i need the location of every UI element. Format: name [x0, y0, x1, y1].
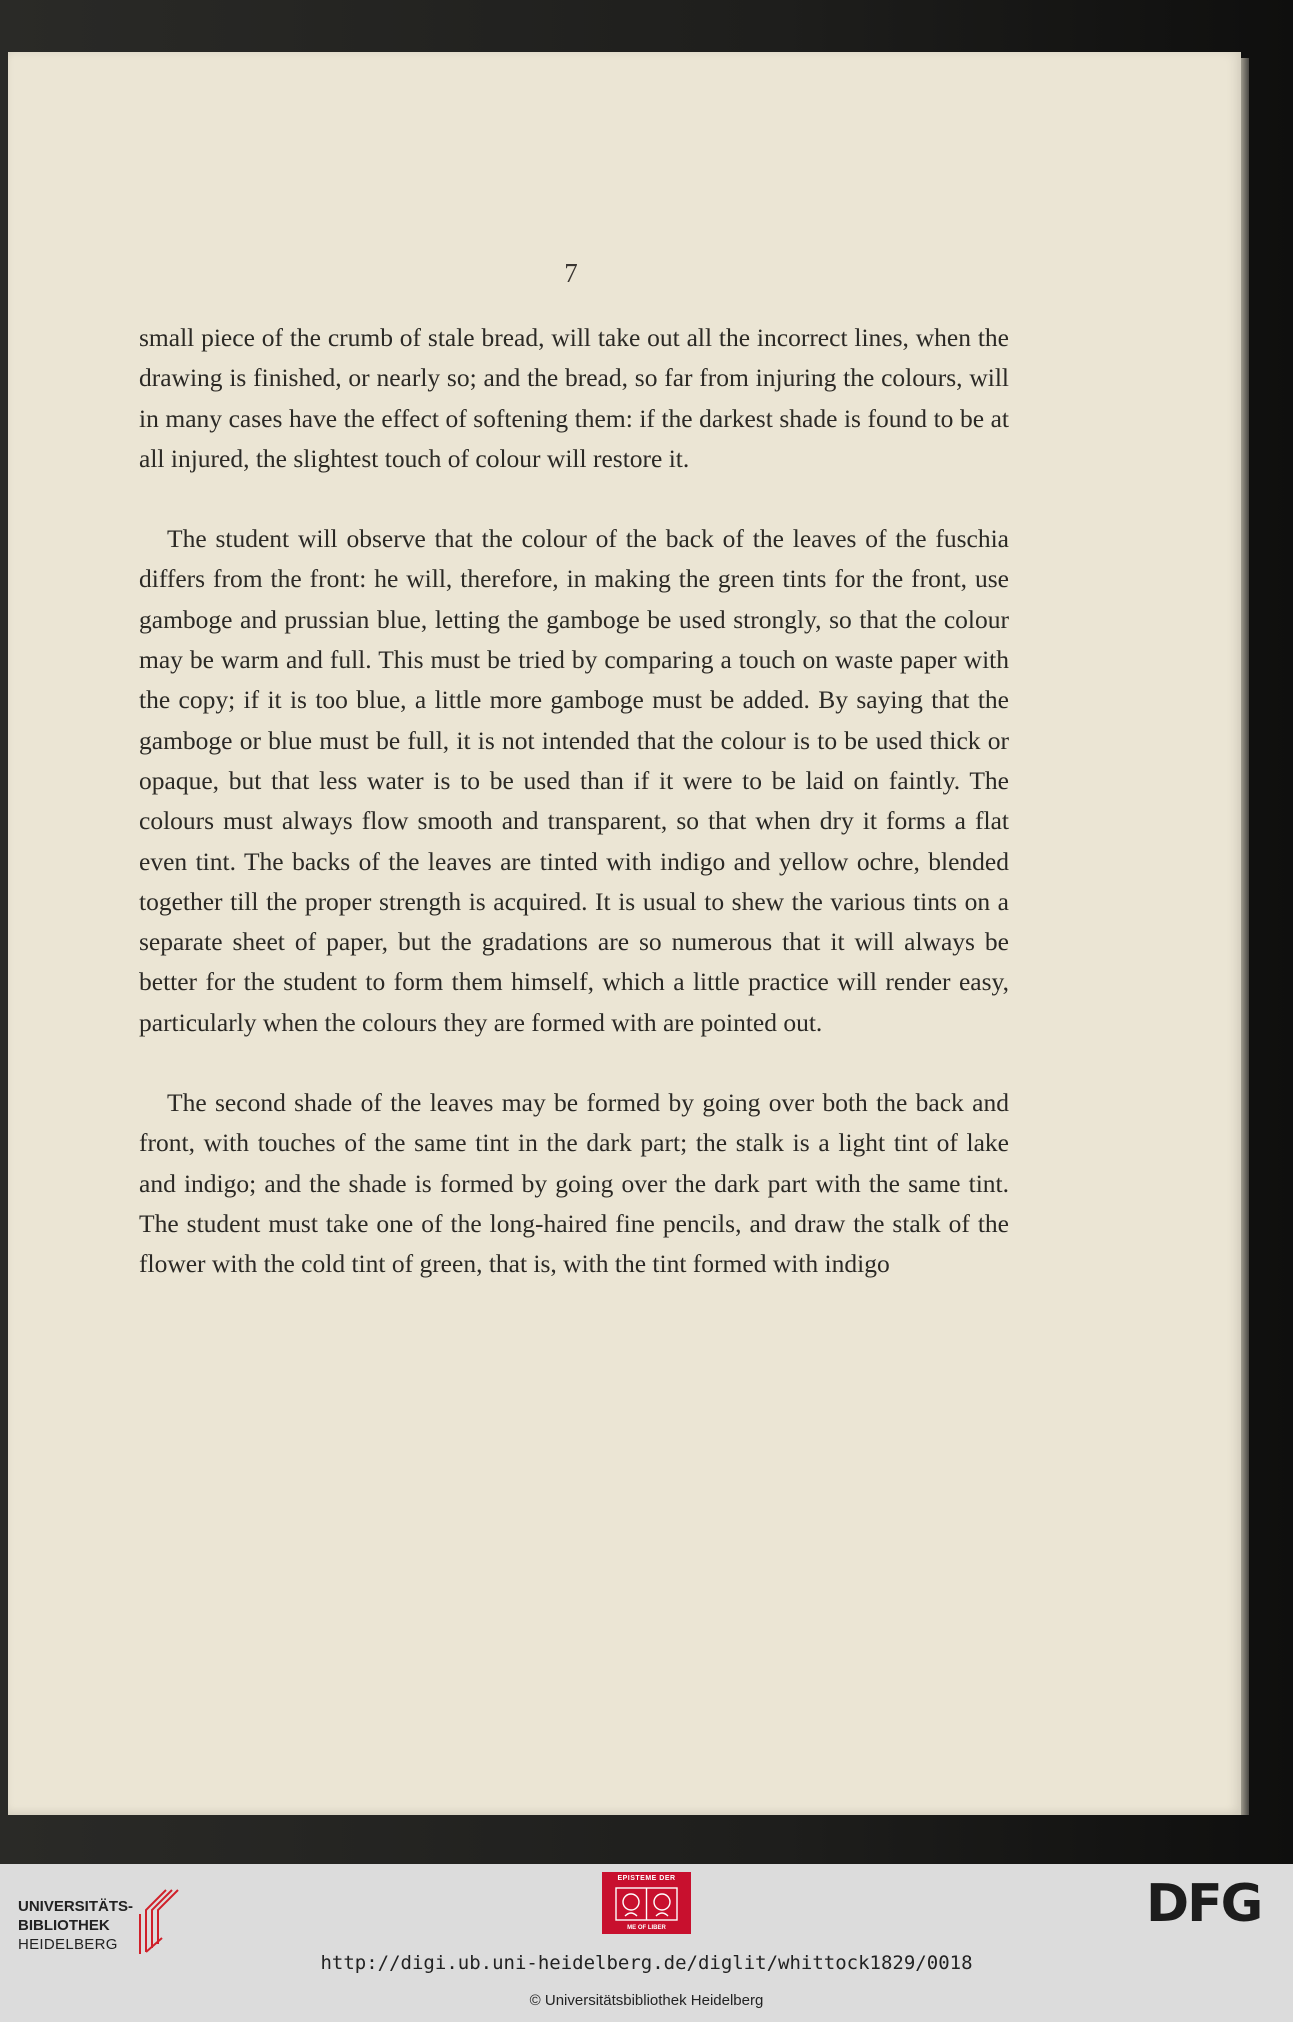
body-text — [139, 318, 1009, 1285]
library-mark-icon — [136, 1888, 192, 1954]
permalink-url[interactable]: http://digi.ub.uni-heidelberg.de/diglit/whittock1829/0018 — [320, 1952, 973, 1974]
library-name-line-1: UNIVERSITÄTS- — [18, 1898, 134, 1915]
dfg-logo[interactable]: DFG — [1146, 1874, 1262, 1934]
paragraph-3: The second shade of the leaves may be formed by going over both the back and front, with touches of the same tint in the dark part; the stalk is a light tint of lake and indigo; and the shade is formed by going over the dark part with the same tint. The student must take one of the long-haired fine pencils, and draw the stalk of the flower with the cold tint of green, that is, with the tint formed with indigo — [139, 1088, 1009, 1279]
library-name-line-3: HEIDELBERG — [18, 1936, 118, 1953]
epistemes-logo-top: EPISTEME DER — [617, 1875, 676, 1882]
footer — [0, 1864, 1293, 2022]
page-number: 7 — [564, 258, 578, 288]
library-name-line-2: BIBLIOTHEK — [18, 1917, 110, 1934]
copyright-notice: © Universitätsbibliothek Heidelberg — [529, 1992, 764, 2009]
epistemes-logo[interactable] — [602, 1872, 691, 1934]
page-edge — [1241, 58, 1249, 1815]
epistemes-logo-bottom: ME OF LIBER — [627, 1925, 666, 1931]
library-name — [18, 1897, 138, 1954]
epistemes-emblem-icon — [614, 1886, 679, 1922]
university-library-logo[interactable] — [18, 1882, 188, 1952]
paragraph-1: small piece of the crumb of stale bread, will take out all the incorrect lines, when the drawing is finished, or nearly so; and the bread, so far from injuring the colours, will in many cases have the effect of softening them: if the darkest shade is found to be at all injured, the slightest touch of colour will restore it. — [139, 323, 1009, 473]
paragraph-2: The student will observe that the colour of the back of the leaves of the fuschia differs from the front: he will, therefore, in making the green tints for the front, use gamboge and prussian blue, letting the gamboge be used strongly, so that the colour may be warm and full. This must be tried by comparing a touch on waste paper with the copy; if it is too blue, a little more gamboge must be added. By saying that the gamboge or blue must be full, it is not intended that the colour is to be used thick or opaque, but that less water is to be used than if it were to be laid on faintly. The colours must always flow smooth and transparent, so that when dry it forms a flat even tint. The backs of the leaves are tinted with indigo and yellow ochre, blended together till the proper strength is acquired. It is usual to shew the various tints on a separate sheet of paper, but the gradations are so numerous that it will always be better for the student to form them himself, which a little practice will render easy, particularly when the colours they are formed with are pointed out. — [139, 524, 1009, 1037]
